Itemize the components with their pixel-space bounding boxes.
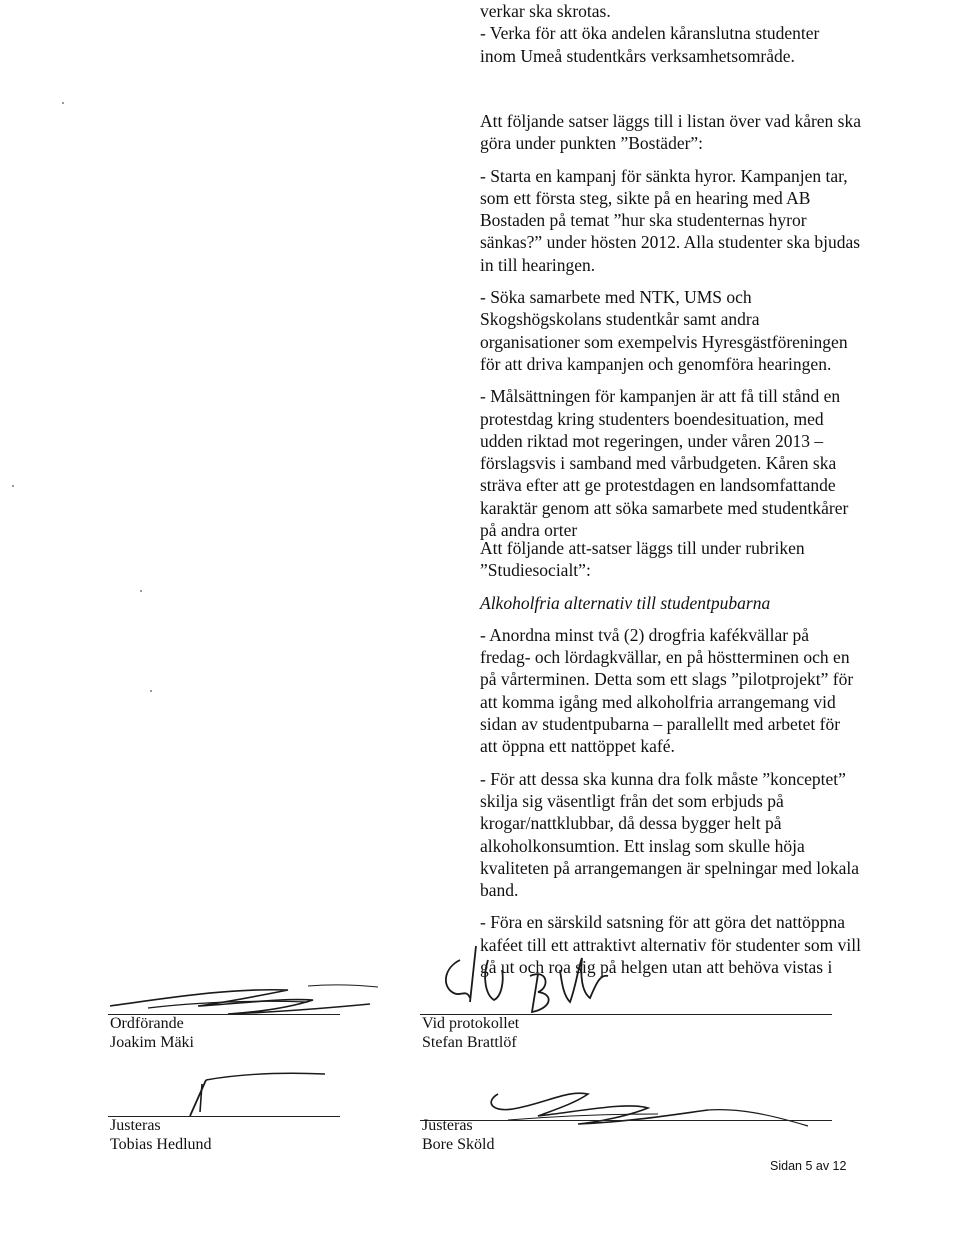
social-item1-line: att öppna ett nattöppet kafé. bbox=[480, 736, 675, 757]
social-heading: Alkoholfria alternativ till studentpubarna bbox=[480, 592, 771, 613]
housing-item1-line: - Starta en kampanj för sänkta hyror. Kampanjen tar, bbox=[480, 165, 848, 186]
scan-speck bbox=[12, 485, 14, 487]
housing-item3-line: udden riktad mot regeringen, under våren 2013 – bbox=[480, 430, 824, 451]
housing-intro-line: göra under punkten ”Bostäder”: bbox=[480, 133, 704, 154]
social-item3-line: - Föra en särskild satsning för att göra det nattöppna bbox=[480, 912, 845, 933]
text-line: verkar ska skrotas. bbox=[480, 1, 611, 21]
text-line: - Verka för att öka andelen kåranslutna studenter bbox=[480, 23, 820, 44]
social-intro-line: Att följande att-satser läggs till under rubriken bbox=[480, 538, 805, 558]
social-item1-line: fredag- och lördagkvällar, en på höstterminen och en bbox=[480, 647, 850, 668]
checker2-signature bbox=[478, 1080, 818, 1135]
checker2-name: Bore Sköld bbox=[422, 1136, 495, 1153]
housing-item1-line: Bostaden på temat ”hur ska studenternas hyror bbox=[480, 210, 807, 231]
housing-item2-line: organisationer som exempelvis Hyresgästföreningen bbox=[480, 331, 848, 352]
checker1-role: Justeras bbox=[110, 1117, 161, 1134]
housing-item2-line: för att driva kampanjen och genomföra hearingen. bbox=[480, 353, 832, 374]
housing-item1-line: som ett första steg, sikte på en hearing med AB bbox=[480, 187, 811, 208]
housing-item2-line: Skogshögskolans studentkår samt andra bbox=[480, 309, 760, 330]
checker2-role: Justeras bbox=[422, 1117, 473, 1134]
top-block bbox=[480, 0, 819, 67]
housing-item3-line: på andra orter bbox=[480, 520, 578, 541]
housing-item3-line: sträva efter att ge protestdagen en landsomfattande bbox=[480, 475, 836, 496]
housing-item1-line: sänkas?” under hösten 2012. Alla studenter ska bjudas bbox=[480, 232, 861, 253]
chair-name: Joakim Mäki bbox=[110, 1034, 194, 1051]
social-item3-line: kaféet till ett attraktivt alternativ för studenter som vill bbox=[480, 934, 861, 955]
checker1-name: Tobias Hedlund bbox=[110, 1136, 212, 1153]
social-item2-line: band. bbox=[480, 880, 519, 901]
scan-speck bbox=[140, 590, 142, 592]
secretary-role: Vid protokollet bbox=[422, 1015, 520, 1032]
housing-intro-line: Att följande satser läggs till i listan över vad kåren ska bbox=[480, 111, 862, 131]
secretary-name: Stefan Brattlöf bbox=[422, 1034, 517, 1051]
housing-item3-line: protestdag kring studenters boendesituation, med bbox=[480, 408, 824, 429]
housing-item3-line: - Målsättningen för kampanjen är att få till stånd en bbox=[480, 386, 841, 407]
housing-item2-line: - Söka samarbete med NTK, UMS och bbox=[480, 287, 752, 308]
social-intro-line: ”Studiesocialt”: bbox=[480, 560, 591, 581]
social-item1-line: på vårterminen. Detta som ett slags ”pilotprojekt” för bbox=[480, 669, 854, 690]
social-item1-line: - Anordna minst två (2) drogfria kafékvällar på bbox=[480, 624, 809, 645]
text-line: inom Umeå studentkårs verksamhetsområde. bbox=[480, 45, 795, 66]
housing-item1-line: in till hearingen. bbox=[480, 254, 596, 275]
housing-item3-line: karaktär genom att söka samarbete med studentkårer bbox=[480, 497, 849, 518]
social-section bbox=[480, 537, 861, 978]
social-item2-line: - För att dessa ska kunna dra folk måste ”konceptet” bbox=[480, 768, 846, 789]
page-number: Sidan 5 av 12 bbox=[770, 1159, 847, 1173]
social-item2-line: skilja sig väsentligt från det som erbjuds på bbox=[480, 790, 784, 811]
housing-section bbox=[480, 110, 861, 541]
scan-speck bbox=[150, 690, 152, 692]
social-item2-line: kvaliteten på arrangemangen är spelningar med lokala bbox=[480, 857, 860, 878]
housing-item3-line: förslagsvis i samband med vårbudgeten. Kåren ska bbox=[480, 453, 837, 474]
social-item2-line: alkoholkonsumtion. Ett inslag som skulle höja bbox=[480, 835, 805, 856]
checker1-signature bbox=[180, 1068, 330, 1118]
checker2-signature-line bbox=[420, 1120, 832, 1121]
social-item1-line: sidan av studentpubarna – parallellt med arbetet för bbox=[480, 714, 841, 735]
secretary-signature bbox=[430, 940, 610, 1015]
social-item3-line: gå ut och roa sig på helgen utan att behöva vistas i bbox=[480, 957, 833, 978]
chair-role: Ordförande bbox=[110, 1015, 184, 1032]
social-item2-line: krogar/nattklubbar, då dessa bygger helt på bbox=[480, 813, 782, 834]
scan-speck bbox=[62, 102, 64, 104]
social-item1-line: att komma igång med alkoholfria arrangemang vid bbox=[480, 691, 836, 712]
